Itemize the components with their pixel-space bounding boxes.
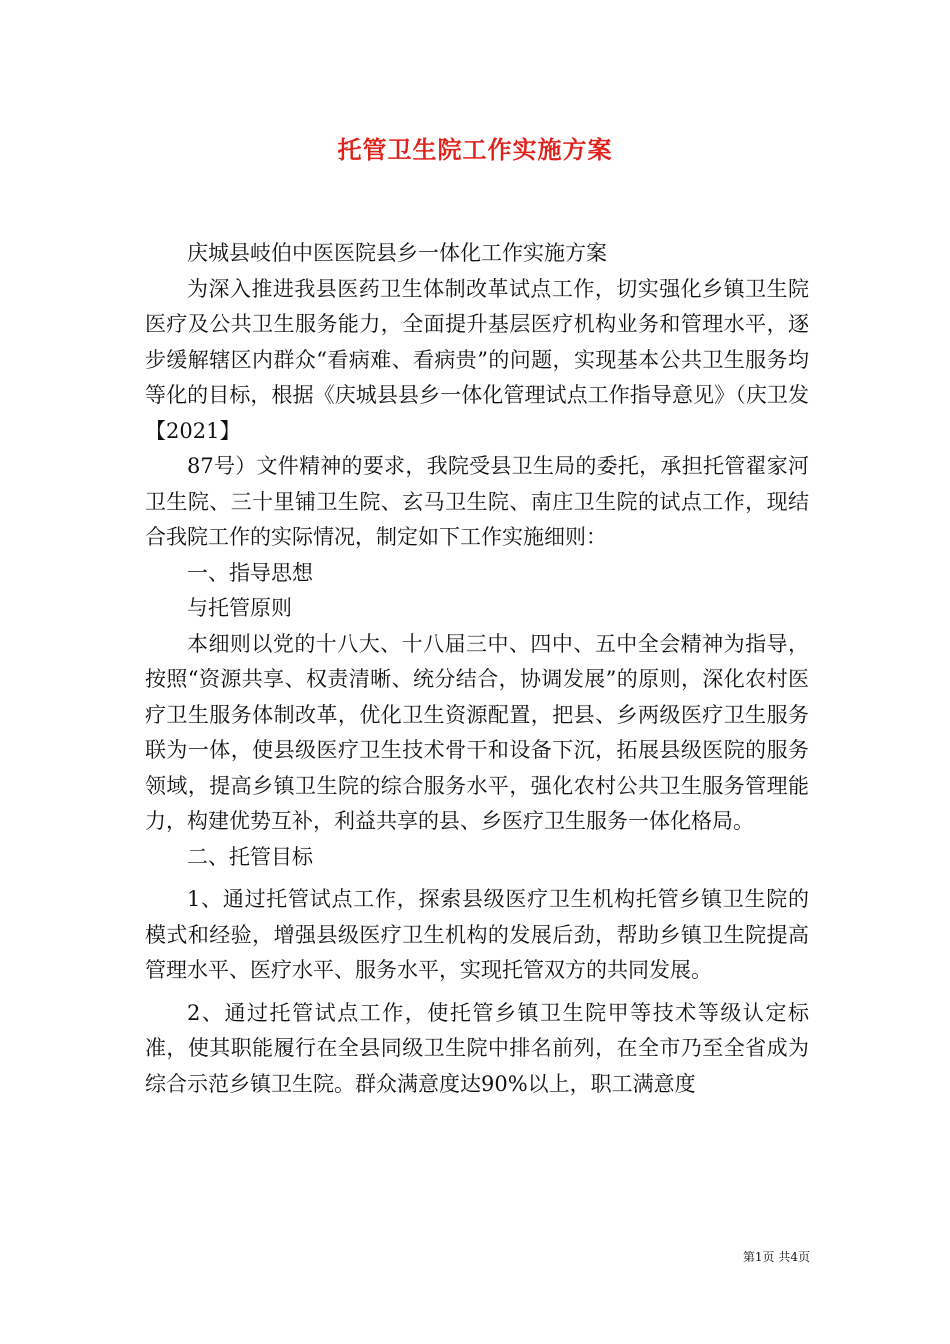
section-heading-goals: 二、托管目标 — [187, 844, 313, 869]
document-title: 托管卫生院工作实施方案 — [337, 135, 613, 164]
section-heading-guiding-thought: 一、指导思想 — [187, 560, 313, 585]
section-heading-principles: 与托管原则 — [187, 596, 292, 620]
paragraph-goal-1: 1、通过托管试点工作，探索县级医疗卫生机构托管乡镇卫生院的模式和经验，增强县级医疗卫生机构的发展后劲，帮助乡镇卫生院提高管理水平、医疗水平、服务水平，实现托管双方的共同发展。 — [145, 887, 809, 982]
page-number: 第1页 共4页 — [742, 1250, 810, 1264]
paragraph-intro-continued: 87号）文件精神的要求，我院受县卫生局的委托，承担托管翟家河卫生院、三十里铺卫生院、玄马卫生院、南庄卫生院的试点工作，现结合我院工作的实际情况，制定如下工作实施细则： — [145, 454, 809, 549]
paragraph-intro: 为深入推进我县医药卫生体制改革试点工作，切实强化乡镇卫生院医疗及公共卫生服务能力，全面提升基层医疗机构业务和管理水平，逐步缓解辖区内群众“看病难、看病贵”的问题，实现基本公共卫生服务均等化的目标，根据《庆城县县乡一体化管理试点工作指导意见》（庆卫发【2021】 — [145, 276, 809, 443]
paragraph-subtitle: 庆城县岐伯中医医院县乡一体化工作实施方案 — [187, 241, 607, 265]
document-body — [145, 236, 809, 1102]
paragraph-principles: 本细则以党的十八大、十八届三中、四中、五中全会精神为指导，按照“资源共享、权责清晰、统分结合，协调发展”的原则，深化农村医疗卫生服务体制改革，优化卫生资源配置，把县、乡两级医疗卫生服务联为一体，使县级医疗卫生技术骨干和设备下沉，拓展县级医院的服务领域，提高乡镇卫生院的综合服务水平，强化农村公共卫生服务管理能力，构建优势互补，利益共享的县、乡医疗卫生服务一体化格局。 — [145, 631, 809, 833]
paragraph-goal-2: 2、通过托管试点工作，使托管乡镇卫生院甲等技术等级认定标准，使其职能履行在全县同级卫生院中排名前列，在全市乃至全省成为综合示范乡镇卫生院。群众满意度达90%以上，职工满意度 — [145, 1000, 809, 1096]
